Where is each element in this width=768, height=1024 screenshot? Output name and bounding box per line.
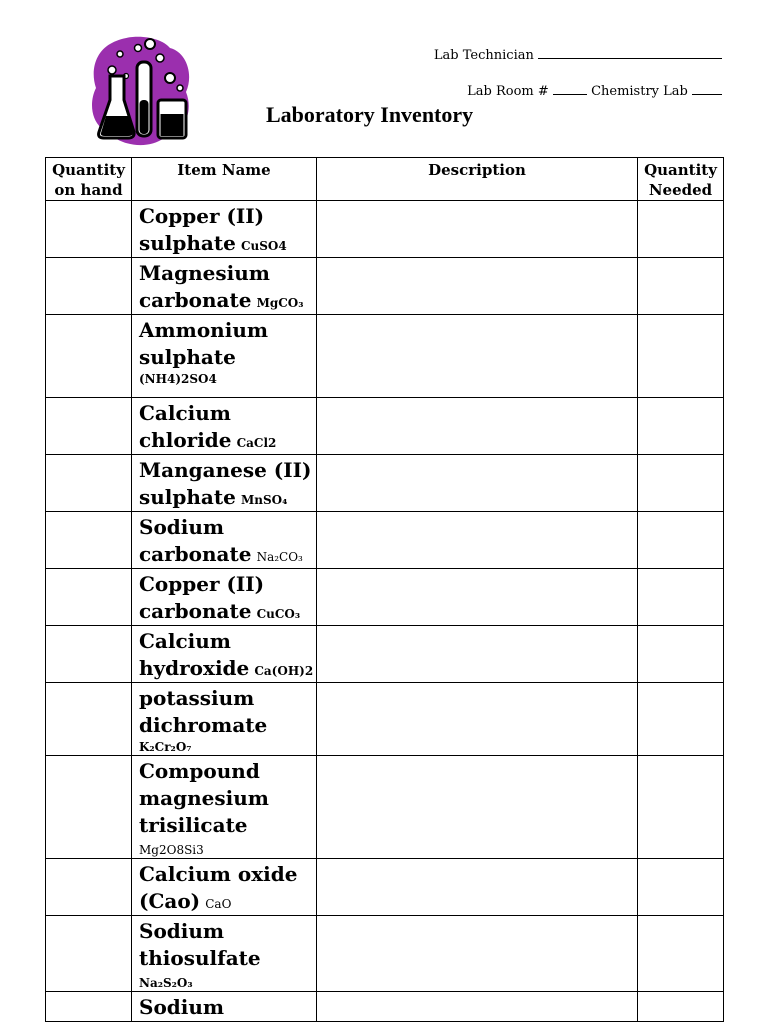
table-row: [46, 455, 724, 512]
description-cell[interactable]: [317, 916, 638, 992]
table-row: [46, 258, 724, 315]
description-cell[interactable]: [317, 201, 638, 258]
item-name: Sodium: [139, 995, 225, 1019]
qty-needed-cell[interactable]: [638, 201, 724, 258]
item-name-cell: [132, 992, 317, 1022]
item-name-cell: [132, 201, 317, 258]
header-qty-needed: Quantity Needed: [638, 158, 724, 201]
header-item-name: Item Name: [132, 158, 317, 201]
qty-on-hand-cell[interactable]: [46, 512, 132, 569]
item-name-cell: [132, 756, 317, 859]
table-row: [46, 756, 724, 859]
item-name: Calcium chloride: [139, 401, 232, 452]
qty-on-hand-cell[interactable]: [46, 756, 132, 859]
table-row: [46, 569, 724, 626]
table-row: [46, 398, 724, 455]
item-formula: (NH4)2SO4: [139, 372, 217, 386]
item-name: Calcium hydroxide: [139, 629, 250, 680]
qty-on-hand-cell[interactable]: [46, 455, 132, 512]
qty-on-hand-cell[interactable]: [46, 626, 132, 683]
qty-needed-cell[interactable]: [638, 916, 724, 992]
item-formula: K₂Cr₂O₇: [139, 740, 192, 754]
item-name-cell: [132, 916, 317, 992]
item-name: potassium dichromate: [139, 686, 268, 737]
qty-needed-cell[interactable]: [638, 859, 724, 916]
item-formula: Na₂S₂O₃: [139, 976, 193, 990]
description-cell[interactable]: [317, 992, 638, 1022]
item-name: Compound magnesium trisilicate: [139, 759, 269, 837]
item-formula: Na₂CO₃: [256, 550, 303, 564]
item-name-cell: [132, 626, 317, 683]
qty-needed-cell[interactable]: [638, 398, 724, 455]
item-name-cell: [132, 398, 317, 455]
table-row: [46, 683, 724, 756]
qty-needed-cell[interactable]: [638, 512, 724, 569]
table-row: [46, 992, 724, 1022]
description-cell[interactable]: [317, 398, 638, 455]
item-name: Copper (II) sulphate: [139, 204, 265, 255]
qty-on-hand-cell[interactable]: [46, 683, 132, 756]
item-formula: CuCO₃: [256, 607, 301, 621]
description-cell[interactable]: [317, 626, 638, 683]
item-name-cell: [132, 258, 317, 315]
item-name-cell: [132, 512, 317, 569]
qty-on-hand-cell[interactable]: [46, 916, 132, 992]
item-name-cell: [132, 315, 317, 398]
lab-technician-label: Lab Technician: [433, 48, 534, 63]
inventory-table: [45, 157, 724, 1022]
item-name: Ammonium sulphate: [139, 318, 269, 369]
item-formula: Ca(OH)2: [254, 664, 314, 678]
item-formula: CaCl2: [236, 436, 277, 450]
chemistry-lab-blank[interactable]: [692, 84, 722, 95]
lab-flasks-icon: [90, 34, 194, 148]
description-cell[interactable]: [317, 756, 638, 859]
item-name-cell: [132, 569, 317, 626]
description-cell[interactable]: [317, 258, 638, 315]
description-cell[interactable]: [317, 455, 638, 512]
table-row: [46, 859, 724, 916]
qty-needed-cell[interactable]: [638, 258, 724, 315]
qty-on-hand-cell[interactable]: [46, 398, 132, 455]
description-cell[interactable]: [317, 512, 638, 569]
qty-needed-cell[interactable]: [638, 569, 724, 626]
table-row: [46, 916, 724, 992]
item-formula: CaO: [205, 897, 232, 911]
qty-on-hand-cell[interactable]: [46, 258, 132, 315]
description-cell[interactable]: [317, 315, 638, 398]
item-name: Copper (II) carbonate: [139, 572, 265, 623]
lab-room-label: Lab Room #: [467, 84, 549, 99]
lab-room-blank[interactable]: [553, 84, 587, 95]
item-formula: MnSO₄: [240, 493, 288, 507]
table-row: [46, 512, 724, 569]
item-name-cell: [132, 859, 317, 916]
item-formula: MgCO₃: [256, 296, 304, 310]
qty-needed-cell[interactable]: [638, 315, 724, 398]
table-row: [46, 315, 724, 398]
page-title: Laboratory Inventory: [266, 102, 474, 127]
qty-on-hand-cell[interactable]: [46, 992, 132, 1022]
lab-technician-blank[interactable]: [538, 48, 722, 59]
table-row: [46, 201, 724, 258]
qty-needed-cell[interactable]: [638, 756, 724, 859]
qty-needed-cell[interactable]: [638, 992, 724, 1022]
description-cell[interactable]: [317, 569, 638, 626]
item-formula: CuSO4: [240, 239, 287, 253]
description-cell[interactable]: [317, 683, 638, 756]
lab-room-field: [467, 84, 722, 99]
item-name: Sodium carbonate: [139, 515, 252, 566]
item-formula: Mg2O8Si3: [139, 843, 204, 857]
item-name: Manganese (II) sulphate: [139, 458, 312, 509]
table-header-row: [46, 158, 724, 201]
table-row: [46, 626, 724, 683]
qty-on-hand-cell[interactable]: [46, 569, 132, 626]
qty-needed-cell[interactable]: [638, 455, 724, 512]
chemistry-lab-label: Chemistry Lab: [591, 84, 688, 99]
item-name: Calcium oxide (Cao): [139, 862, 298, 913]
description-cell[interactable]: [317, 859, 638, 916]
item-name-cell: [132, 455, 317, 512]
qty-on-hand-cell[interactable]: [46, 859, 132, 916]
header-description: Description: [317, 158, 638, 201]
qty-needed-cell[interactable]: [638, 683, 724, 756]
qty-on-hand-cell[interactable]: [46, 315, 132, 398]
item-name: Magnesium carbonate: [139, 261, 270, 312]
item-name: Sodium thiosulfate: [139, 919, 261, 970]
item-name-cell: [132, 683, 317, 756]
header-qty-on-hand: Quantity on hand: [46, 158, 132, 201]
lab-technician-field: [434, 48, 722, 63]
qty-on-hand-cell[interactable]: [46, 201, 132, 258]
qty-needed-cell[interactable]: [638, 626, 724, 683]
